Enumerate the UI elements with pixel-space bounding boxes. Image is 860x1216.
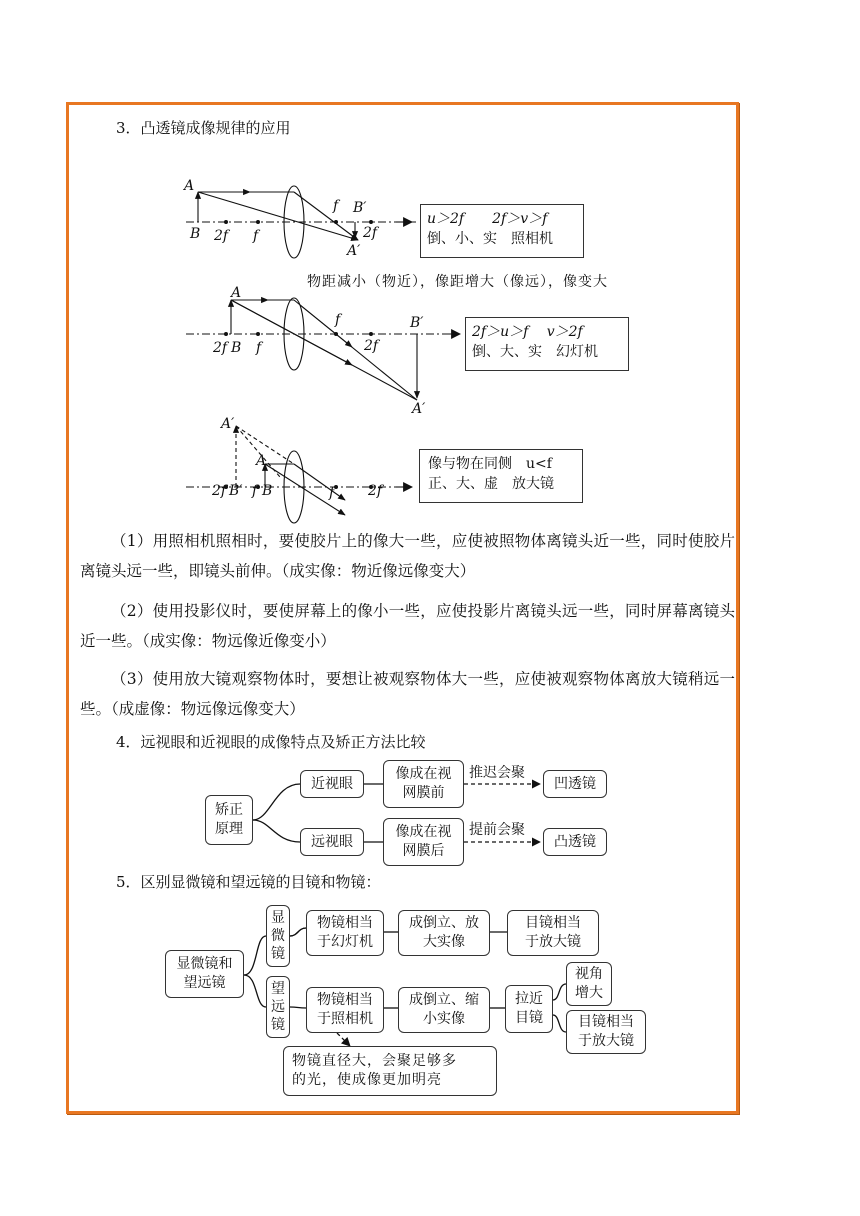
microscope-box: 显 微 镜 bbox=[266, 905, 290, 967]
tele-image-box: 成倒立、缩 小实像 bbox=[398, 987, 490, 1033]
tele-objective-box: 物镜相当 于照相机 bbox=[306, 987, 384, 1033]
tele-angle-box: 视角 增大 bbox=[566, 962, 612, 1006]
far-image-box: 像成在视 网膜后 bbox=[383, 818, 464, 866]
near-fix-label: 推迟会聚 bbox=[469, 765, 525, 781]
label-f: f bbox=[335, 312, 341, 328]
label-B-image: B′ bbox=[229, 483, 243, 499]
convex-lens-box: 凸透镜 bbox=[543, 828, 607, 856]
label-f: f bbox=[252, 483, 258, 499]
label-A-image: A′ bbox=[347, 243, 361, 259]
label-B: B bbox=[231, 340, 242, 356]
label-f: f bbox=[256, 340, 262, 356]
scope-root-box: 显微镜和 望远镜 bbox=[165, 950, 244, 998]
paragraph-2: （2）使用投影仪时，要使屏幕上的像小一些，应使投影片离镜头远一些，同时屏幕离镜头近一些。（成实像：物远像近像变小） bbox=[80, 602, 735, 650]
paragraph-3: （3）使用放大镜观察物体时，要想让被观察物体大一些，应使被观察物体离放大镜稍远一些。（成虚像：物远像远像变大） bbox=[80, 670, 735, 718]
result-property: 正、大、虚 放大镜 bbox=[428, 476, 554, 492]
tele-eyepiece-box: 目镜相当 于放大镜 bbox=[566, 1010, 646, 1054]
label-f: f bbox=[329, 485, 335, 501]
label-2f: 2f bbox=[368, 483, 383, 499]
label-f: f bbox=[253, 228, 259, 244]
optics-note: 物距减小（物近），像距增大（像远），像变大 bbox=[307, 274, 608, 290]
label-2f: 2f bbox=[364, 338, 379, 354]
heading-5: 5．区别显微镜和望远镜的目镜和物镜： bbox=[116, 873, 381, 891]
label-A: A bbox=[256, 453, 267, 469]
result-condition: u＞2f 2f＞v＞f bbox=[427, 211, 548, 227]
label-A: A bbox=[231, 285, 242, 301]
telescope-box: 望 远 镜 bbox=[266, 976, 290, 1038]
label-B-image: B′ bbox=[410, 315, 424, 331]
label-f: f bbox=[333, 198, 339, 214]
label-2f: 2f bbox=[212, 483, 227, 499]
nearsighted-box: 近视眼 bbox=[300, 770, 364, 798]
heading-4: 4．远视眼和近视眼的成像特点及矫正方法比较 bbox=[116, 733, 426, 751]
result-condition: 像与物在同侧 u<f bbox=[428, 456, 552, 472]
micro-objective-box: 物镜相当 于幻灯机 bbox=[306, 910, 384, 956]
heading-3: 3．凸透镜成像规律的应用 bbox=[116, 119, 291, 137]
label-A-image: A′ bbox=[221, 416, 235, 432]
concave-lens-box: 凹透镜 bbox=[543, 770, 607, 798]
label-B: B bbox=[262, 483, 273, 499]
label-A: A bbox=[184, 178, 195, 194]
paragraph-1: （1）用照相机照相时，要使胶片上的像大一些，应使被照物体离镜头近一些，同时使胶片离镜头远一些，即镜头前伸。（成实像：物近像远像变大） bbox=[80, 532, 735, 580]
far-fix-label: 提前会聚 bbox=[469, 822, 525, 838]
label-B-image: B′ bbox=[353, 200, 367, 216]
label-2f: 2f bbox=[213, 340, 228, 356]
label-2f: 2f bbox=[363, 225, 378, 241]
eye-root-box: 矫正 原理 bbox=[205, 795, 253, 845]
result-property: 倒、大、实 幻灯机 bbox=[472, 344, 598, 360]
micro-eyepiece-box: 目镜相当 于放大镜 bbox=[507, 910, 599, 956]
label-2f: 2f bbox=[214, 228, 229, 244]
farsighted-box: 远视眼 bbox=[300, 828, 364, 856]
tele-pull-box: 拉近 目镜 bbox=[505, 985, 553, 1033]
result-property: 倒、小、实 照相机 bbox=[427, 231, 553, 247]
label-A-image: A′ bbox=[412, 401, 426, 417]
micro-image-box: 成倒立、放 大实像 bbox=[398, 910, 490, 956]
label-B: B bbox=[190, 226, 201, 242]
near-image-box: 像成在视 网膜前 bbox=[383, 760, 464, 808]
tele-note-box: 物镜直径大，会聚足够多 的光，使成像更加明亮 bbox=[283, 1046, 497, 1096]
result-condition: 2f＞u＞f v＞2f bbox=[472, 324, 583, 340]
